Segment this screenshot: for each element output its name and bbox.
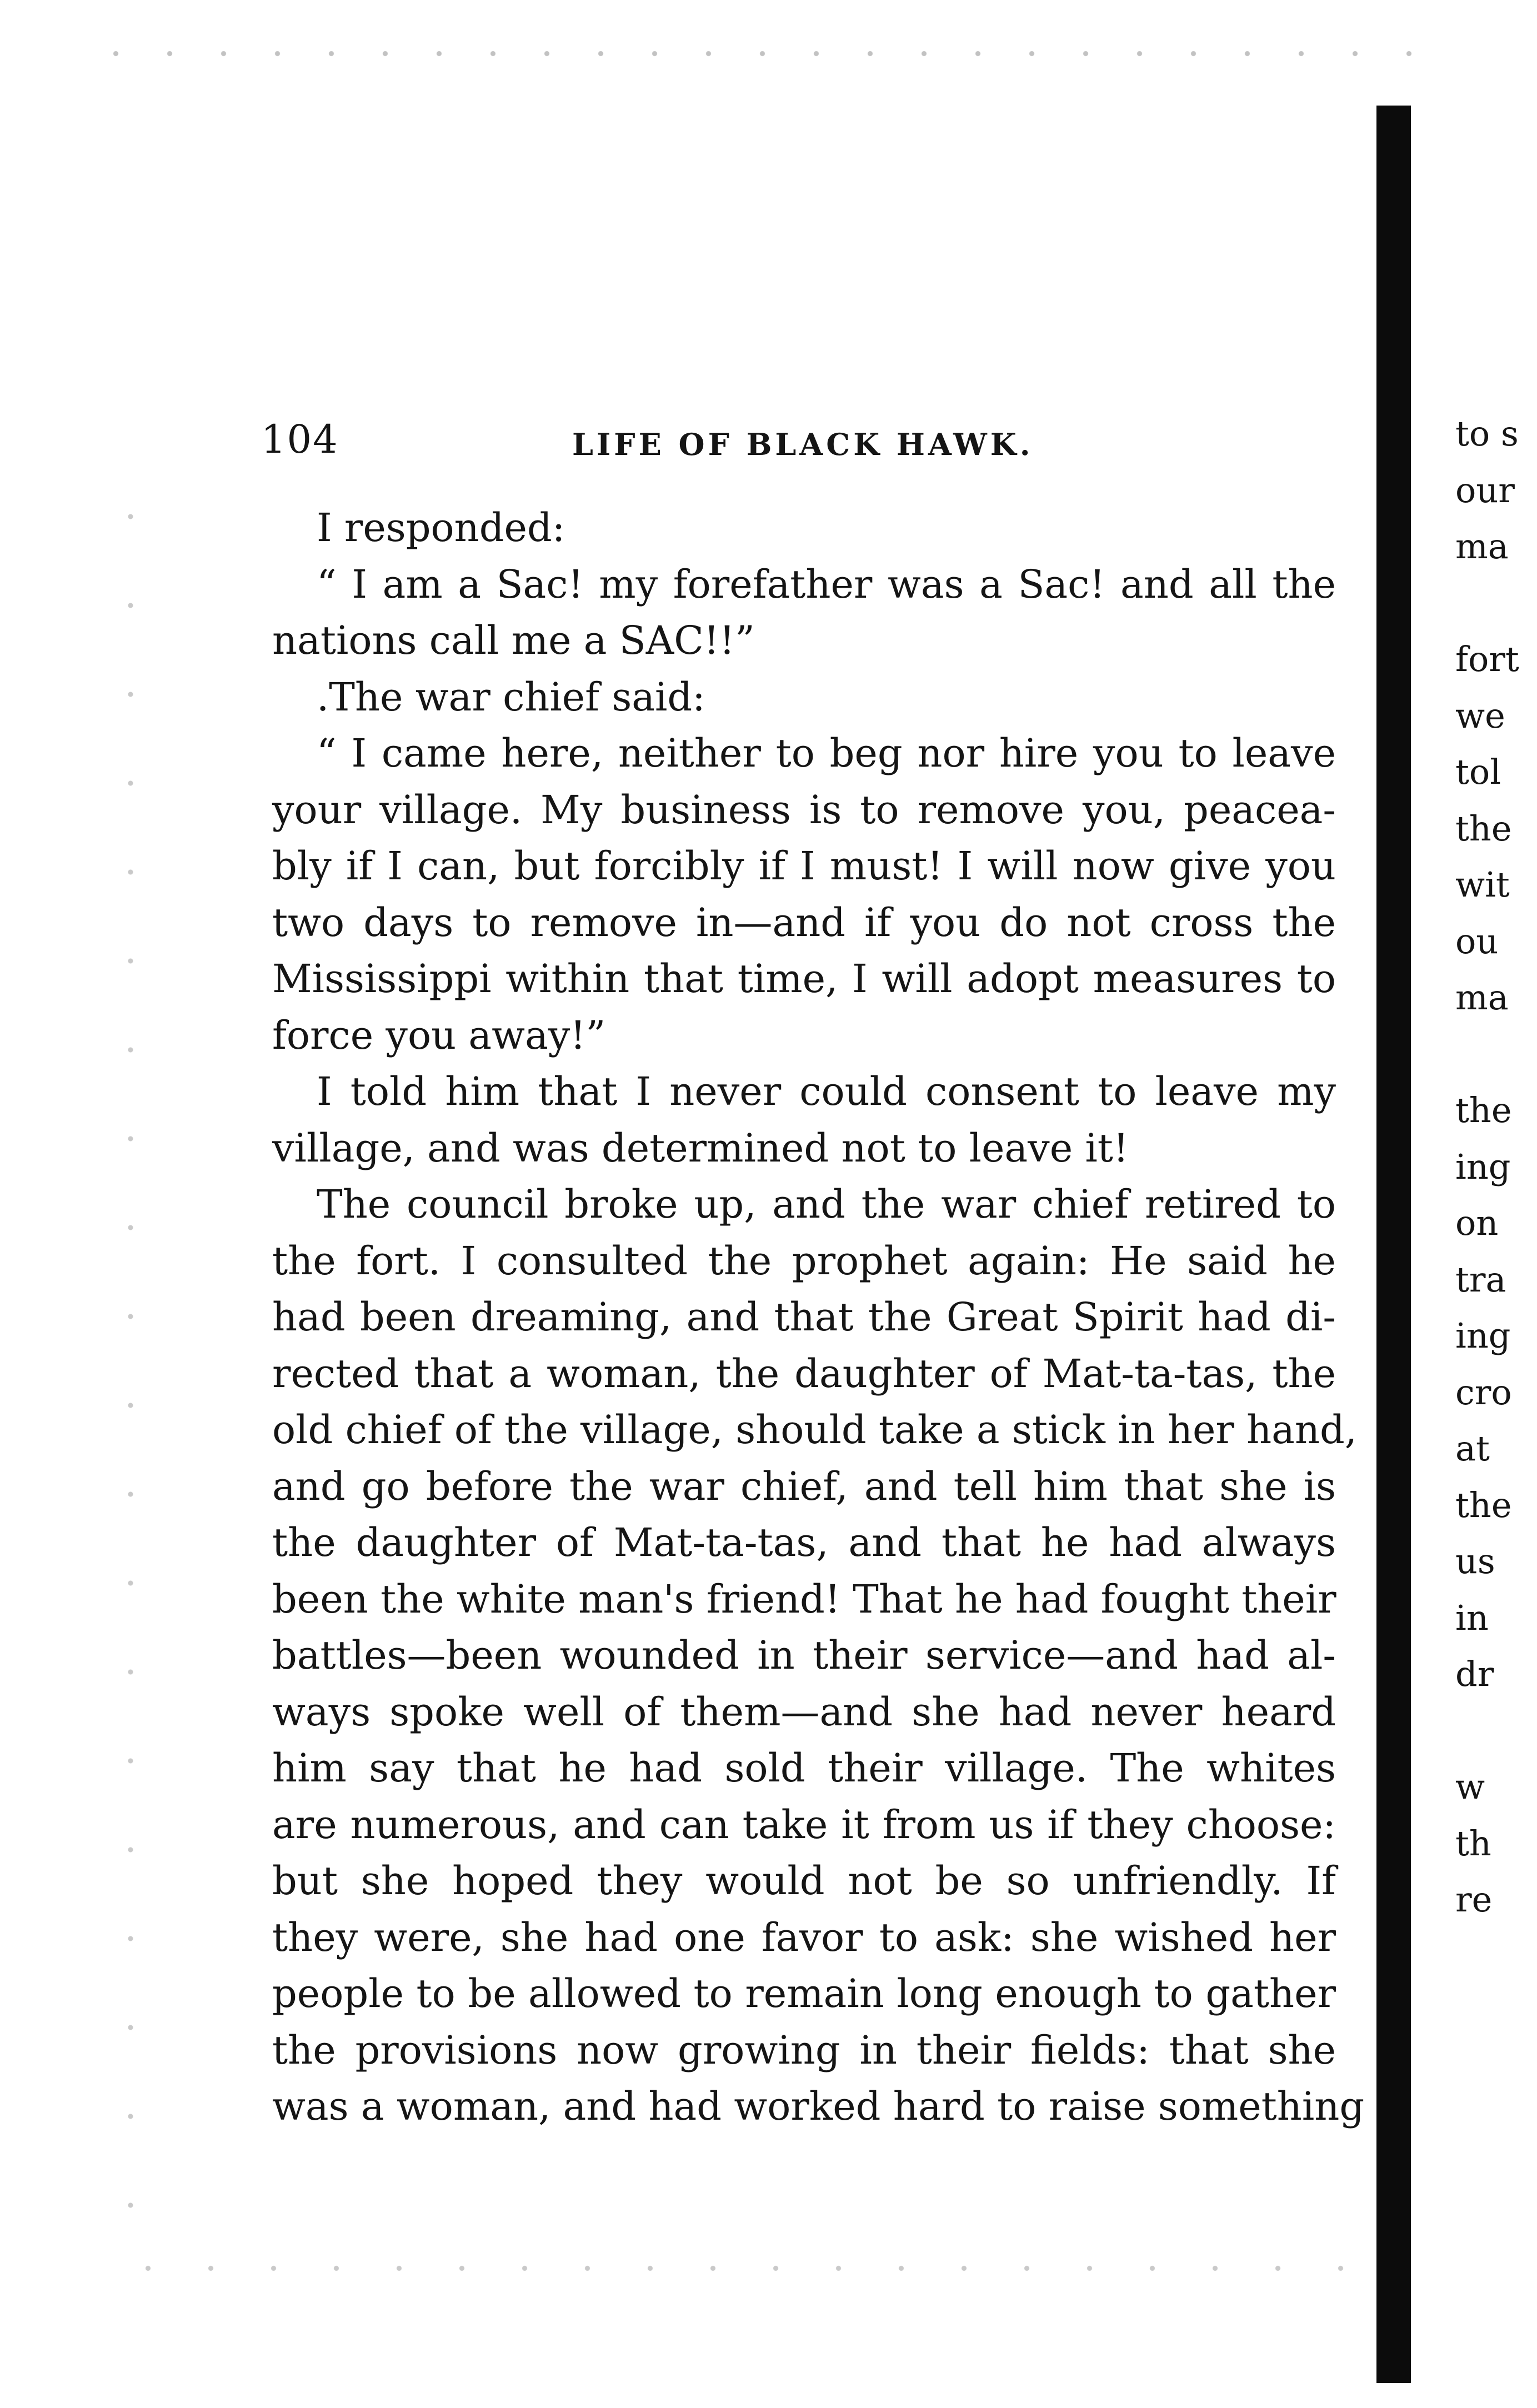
body-text [272, 500, 1365, 2135]
text-line: rected that a woman, the daughter of Mat-ta-tas, the [272, 1350, 1336, 1396]
text-line: .The war chief said: [317, 674, 705, 720]
adjacent-page-fragment: to s [1455, 413, 1519, 454]
adjacent-page-fragment: w [1455, 1766, 1485, 1807]
text-line: but she hoped they would not be so unfriendly. If [272, 1858, 1336, 1904]
adjacent-page-fragment: ing [1455, 1315, 1511, 1356]
text-line: two days to remove in—and if you do not cross the [272, 899, 1336, 945]
running-head: LIFE OF BLACK HAWK. [572, 427, 1034, 462]
adjacent-page-fragment: ma [1455, 977, 1509, 1018]
adjacent-page-fragment: tra [1455, 1259, 1506, 1300]
text-line: and go before the war chief, and tell him that she is [272, 1463, 1336, 1509]
adjacent-page-fragment: fort [1455, 639, 1519, 679]
text-line: him say that he had sold their village. The whites [272, 1745, 1336, 1791]
adjacent-page-fragment: in [1455, 1597, 1489, 1638]
adjacent-page-fragment: our [1455, 469, 1515, 510]
text-line: village, and was determined not to leave it! [272, 1125, 1129, 1171]
adjacent-page-fragment [1455, 575, 1537, 632]
adjacent-page-fragment: cro [1455, 1371, 1512, 1413]
text-line: Mississippi within that time, I will adopt measures to [272, 956, 1336, 1002]
text-line: nations call me a SAC!!” [272, 618, 755, 663]
adjacent-page-fragment: th [1455, 1823, 1491, 1864]
adjacent-page-fragment: ma [1455, 526, 1509, 567]
page-number: 104 [261, 417, 339, 462]
adjacent-page-fragment: we [1455, 695, 1505, 736]
text-line: “ I came here, neither to beg nor hire you to leave [317, 730, 1336, 776]
adjacent-page-fragment: ing [1455, 1146, 1511, 1187]
text-line: are numerous, and can take it from us if they choose: [272, 1801, 1336, 1848]
text-line: was a woman, and had worked hard to raise something [272, 2084, 1365, 2129]
text-line: the daughter of Mat-ta-tas, and that he had always [272, 1520, 1336, 1565]
adjacent-page-fragment: the [1455, 1484, 1512, 1525]
text-line: ways spoke well of them—and she had never heard [272, 1689, 1336, 1735]
adjacent-page-fragment [1455, 1026, 1537, 1083]
text-line: “ I am a Sac! my forefather was a Sac! and all the [317, 561, 1336, 607]
adjacent-page-fragment: on [1455, 1203, 1499, 1243]
adjacent-page-fragment: tol [1455, 752, 1501, 792]
text-line: had been dreaming, and that the Great Spirit had di- [272, 1294, 1336, 1340]
text-line: battles—been wounded in their service—and had al- [272, 1633, 1336, 1678]
adjacent-page-fragment [1455, 1703, 1537, 1759]
scan-noise-bottom [117, 2255, 1422, 2283]
scan-noise-top [89, 39, 1450, 78]
adjacent-page-fragment: re [1455, 1879, 1493, 1920]
text-line: old chief of the village, should take a stick in her hand, [272, 1407, 1358, 1453]
text-line: force you away!” [272, 1012, 606, 1058]
text-line: they were, she had one favor to ask: she wished her [272, 1914, 1336, 1960]
adjacent-page-fragment: dr [1455, 1654, 1494, 1694]
text-line: your village. My business is to remove you, peacea- [272, 787, 1336, 833]
text-line: The council broke up, and the war chief retired to [317, 1182, 1336, 1227]
text-line: people to be allowed to remain long enough to gather [272, 1971, 1336, 2016]
text-line: the fort. I consulted the prophet again: He said he [272, 1238, 1336, 1284]
adjacent-page-edge [1455, 405, 1537, 1928]
adjacent-page-fragment: the [1455, 808, 1512, 849]
text-line: I told him that I never could consent to leave my [317, 1069, 1336, 1114]
adjacent-page-fragment: us [1455, 1541, 1495, 1581]
adjacent-page-fragment: ou [1455, 920, 1499, 962]
scan-noise-left [119, 472, 142, 2250]
text-line: the provisions now growing in their fields: that she [272, 2027, 1336, 2073]
adjacent-page-fragment: the [1455, 1090, 1512, 1130]
adjacent-page-fragment: wit [1455, 864, 1510, 905]
text-line: bly if I can, but forcibly if I must! I will now give you [272, 843, 1336, 889]
page-header [261, 417, 1333, 478]
book-gutter [1376, 106, 1411, 2383]
text-line: I responded: [317, 505, 565, 550]
adjacent-page-fragment: at [1455, 1428, 1490, 1469]
text-line: been the white man's friend! That he had fought their [272, 1576, 1336, 1622]
